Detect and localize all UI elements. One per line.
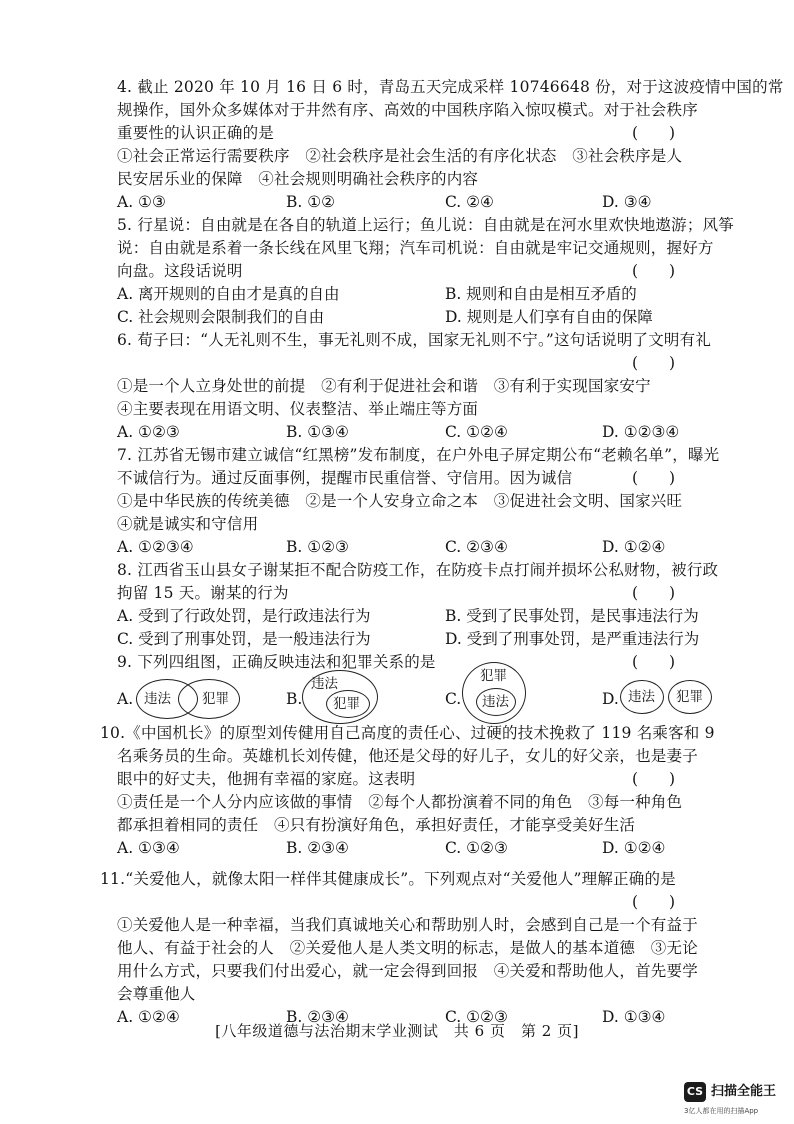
illegal-label: 违法 xyxy=(144,691,171,707)
illegal-label: 违法 xyxy=(482,694,509,710)
q9-answer-bracket: ( ) xyxy=(632,653,676,671)
q10-line-4: ①责任是一个人分内应该做的事情 ②每个人都扮演着不同的角色 ③每一种角色 xyxy=(117,793,683,811)
q6-option-c: C. ①②④ xyxy=(445,423,508,441)
q9-diagram-c xyxy=(462,662,532,726)
q8-answer-bracket: ( ) xyxy=(632,584,676,602)
q8-option-a: A. 受到了行政处罚，是行政违法行为 xyxy=(117,607,371,625)
q7-line-2: 不诚信行为。通过反面事例，提醒市民重信誉、守信用。因为诚信 xyxy=(117,469,573,487)
q4-option-c: C. ②④ xyxy=(445,193,494,211)
q4-option-d: D. ③④ xyxy=(602,193,652,211)
q4-line-2: 规操作，国外众多媒体对于井然有序、高效的中国秩序陷入惊叹模式。对于社会秩序 xyxy=(117,101,698,119)
q7-option-b: B. ①②③ xyxy=(286,538,349,556)
illegal-label: 违法 xyxy=(628,689,655,705)
page-footer: [八年级道德与法治期末学业测试 共 6 页 第 2 页] xyxy=(215,1022,579,1040)
q10-answer-bracket: ( ) xyxy=(632,770,676,788)
q8-option-c: C. 受到了刑事处罚，是一般违法行为 xyxy=(117,630,371,648)
q11-line-2: ①关爱他人是一种幸福，当我们真诚地关心和帮助别人时，会感到自己是一个有益于 xyxy=(117,916,698,934)
q11-option-b: B. ②③④ xyxy=(286,1008,349,1026)
q4-option-b: B. ①② xyxy=(286,193,336,211)
q11-line-3: 他人、有益于社会的人 ②关爱他人是人类文明的标志，是做人的基本道德 ③无论 xyxy=(117,939,698,957)
q4-option-a: A. ①③ xyxy=(117,193,166,211)
q10-option-c: C. ①②③ xyxy=(445,839,508,857)
camscanner-logo-icon: CS xyxy=(684,1082,706,1102)
q10-option-d: D. ①②④ xyxy=(602,839,666,857)
q4-answer-bracket: ( ) xyxy=(632,124,676,142)
q7-line-4: ④就是诚实和守信用 xyxy=(117,515,259,533)
q6-option-d: D. ①②③④ xyxy=(602,423,680,441)
q10-option-b: B. ②③④ xyxy=(286,839,349,857)
q10-line-3: 眼中的好丈夫，他拥有幸福的家庭。这表明 xyxy=(117,770,416,788)
q6-answer-bracket: ( ) xyxy=(632,354,676,372)
q6-option-b: B. ①③④ xyxy=(286,423,349,441)
q5-option-c: C. 社会规则会限制我们的自由 xyxy=(117,308,325,326)
q4-line-1: 4. 截止 2020 年 10 月 16 日 6 时，青岛五天完成采样 10746648 份，对于这波疫情中国的常 xyxy=(117,78,784,96)
crime-label: 犯罪 xyxy=(333,696,360,712)
q11-line-1: 11.“关爱他人，就像太阳一样伴其健康成长”。下列观点对“关爱他人”理解正确的是 xyxy=(100,870,676,888)
q6-line-1: 6. 荀子曰：“人无礼则不生，事无礼则不成，国家无礼则不宁。”这句话说明了文明有礼 xyxy=(117,331,712,349)
q11-answer-bracket: ( ) xyxy=(632,893,676,911)
q7-option-c: C. ②③④ xyxy=(445,538,508,556)
q8-line-2: 拘留 15 天。谢某的行为 xyxy=(117,584,289,602)
q11-option-c: C. ①②③ xyxy=(445,1008,508,1026)
q7-answer-bracket: ( ) xyxy=(632,469,676,487)
q11-option-d: D. ①③④ xyxy=(602,1008,666,1026)
q8-option-d: D. 受到了刑事处罚，是严重违法行为 xyxy=(445,630,700,648)
q5-option-b: B. 规则和自由是相互矛盾的 xyxy=(445,285,637,303)
q10-line-1: 10.《中国机长》的原型刘传健用自己高度的责任心、过硬的技术挽救了 119 名乘客和 9 xyxy=(100,724,715,742)
q8-line-1: 8. 江西省玉山县女子谢某拒不配合防疫工作，在防疫卡点打闹并损坏公私财物，被行政 xyxy=(117,561,719,579)
q9-option-a-label: A. xyxy=(117,690,134,708)
q4-line-4: ①社会正常运行需要秩序 ②社会秩序是社会生活的有序化状态 ③社会秩序是人 xyxy=(117,147,683,165)
q8-option-b: B. 受到了民事处罚，是民事违法行为 xyxy=(445,607,699,625)
watermark-name: 扫描全能王 xyxy=(711,1084,777,1099)
q6-line-3: ④主要表现在用语文明、仪表整洁、举止端庄等方面 xyxy=(117,400,479,418)
q10-line-2: 名乘务员的生命。英雄机长刘传健，他还是父母的好儿子，女儿的好父亲，也是妻子 xyxy=(117,747,698,765)
crime-label: 犯罪 xyxy=(480,668,507,684)
q4-line-3: 重要性的认识正确的是 xyxy=(117,124,275,142)
q7-option-d: D. ①②④ xyxy=(602,538,666,556)
q11-option-a: A. ①②④ xyxy=(117,1008,180,1026)
scanner-watermark xyxy=(684,1082,790,1122)
q5-line-1: 5. 行星说：自由就是在各自的轨道上运行；鱼儿说：自由就是在河水里欢快地遨游；风筝 xyxy=(117,216,734,234)
q9-option-d-label: D. xyxy=(602,690,619,708)
q4-line-5: 民安居乐业的保障 ④社会规则明确社会秩序的内容 xyxy=(117,170,479,188)
q5-line-2: 说：自由就是系着一条长线在风里飞翔；汽车司机说：自由就是牢记交通规则，握好方 xyxy=(117,239,714,257)
q11-line-4: 用什么方式，只要我们付出爱心，就一定会得到回报 ④关爱和帮助他人，首先要学 xyxy=(117,962,698,980)
q6-line-2: ①是一个人立身处世的前提 ②有利于促进社会和谐 ③有利于实现国家安宁 xyxy=(117,377,651,395)
q9-diagram-a xyxy=(136,674,246,724)
q5-answer-bracket: ( ) xyxy=(632,262,676,280)
q9-option-c-label: C. xyxy=(445,690,462,708)
q11-line-5: 会尊重他人 xyxy=(117,985,196,1003)
q5-option-d: D. 规则是人们享有自由的保障 xyxy=(445,308,653,326)
illegal-label: 违法 xyxy=(311,676,338,692)
q5-line-3: 向盘。这段话说明 xyxy=(117,262,243,280)
q9-option-b-label: B. xyxy=(286,690,303,708)
q7-option-a: A. ①②③④ xyxy=(117,538,194,556)
q10-line-5: 都承担着相同的责任 ④只有扮演好角色，承担好责任，才能享受美好生活 xyxy=(117,816,636,834)
q9-diagram-b xyxy=(302,668,382,726)
q7-line-1: 7. 江苏省无锡市建立诚信“红黑榜”发布制度，在户外电子屏定期公布“老赖名单”，曝光 xyxy=(117,446,720,464)
q7-line-3: ①是中华民族的传统美德 ②是一个人安身立命之本 ③促进社会文明、国家兴旺 xyxy=(117,492,683,510)
q10-option-a: A. ①③④ xyxy=(117,839,180,857)
crime-label: 犯罪 xyxy=(676,689,703,705)
q9-line-1: 9. 下列四组图，正确反映违法和犯罪关系的是 xyxy=(117,653,436,671)
q6-option-a: A. ①②③ xyxy=(117,423,180,441)
q9-diagram-d xyxy=(620,678,720,718)
watermark-tagline: 3亿人都在用的扫描App xyxy=(684,1107,759,1115)
crime-label: 犯罪 xyxy=(202,691,229,707)
q5-option-a: A. 离开规则的自由才是真的自由 xyxy=(117,285,340,303)
